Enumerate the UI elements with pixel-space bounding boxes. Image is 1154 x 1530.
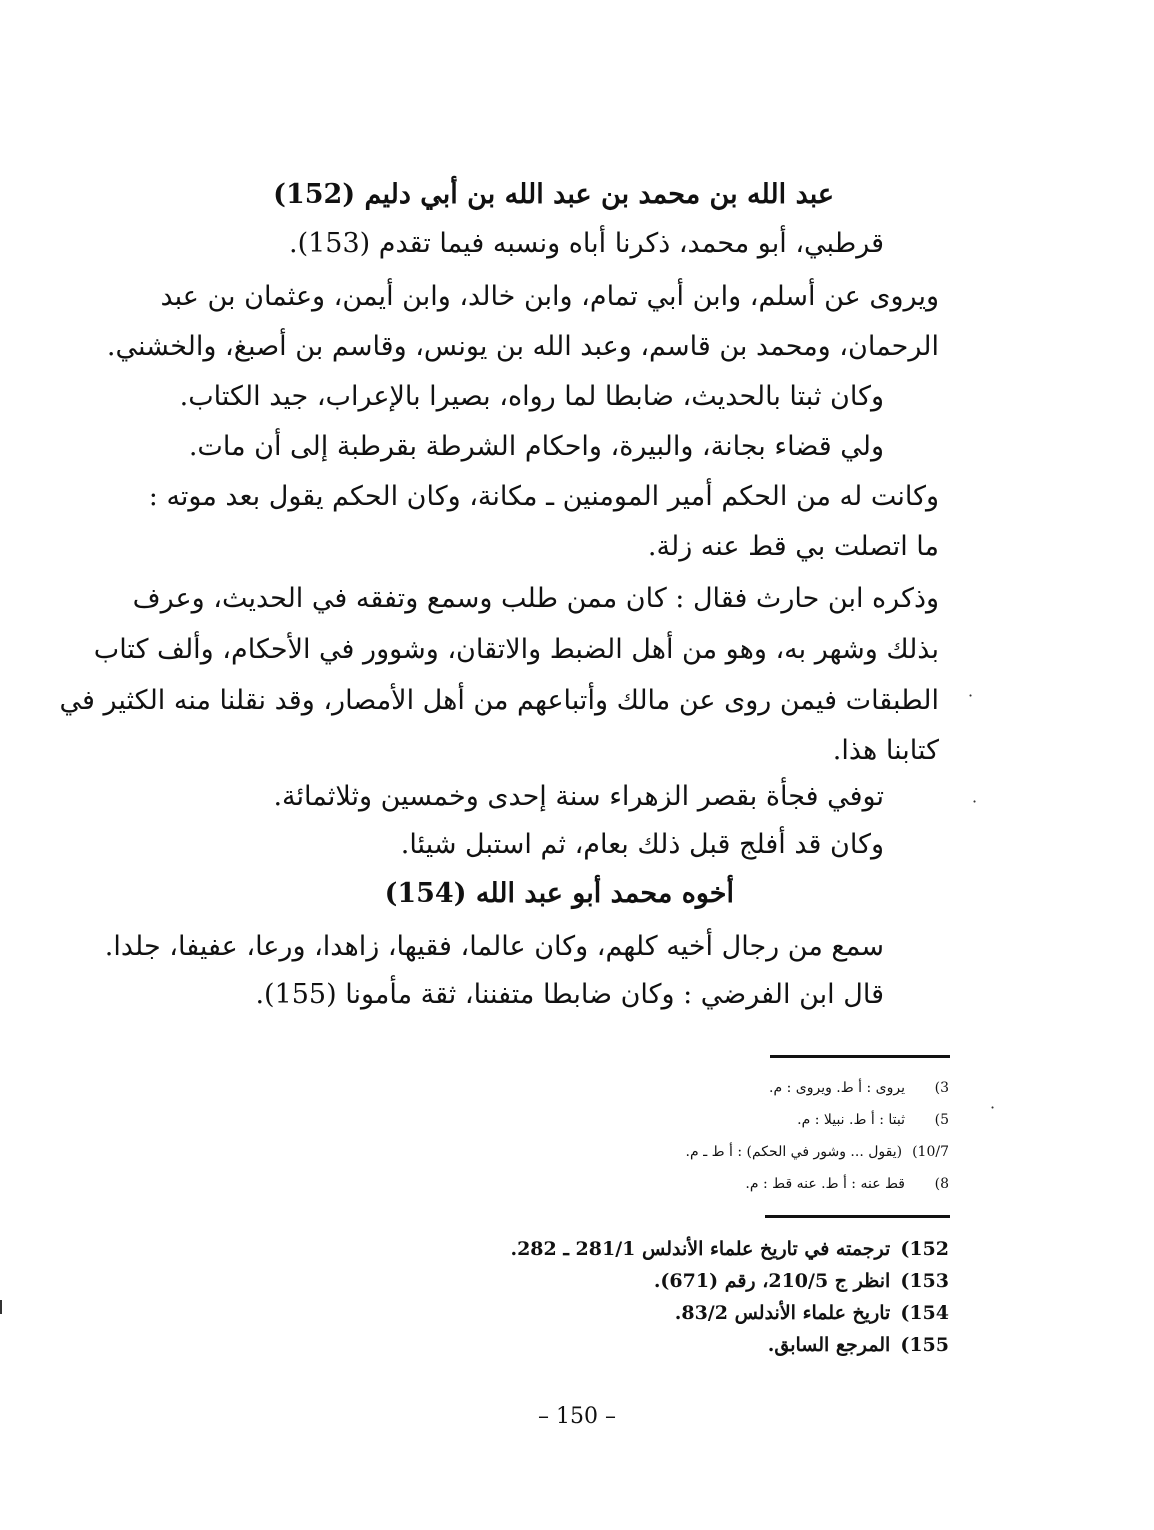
references-rule [765, 1215, 950, 1218]
body-line-6: وكانت له من الحكم أمير المومنين ـ مكانة، وكان الحكم يقول بعد موته : [148, 481, 939, 512]
body-line-4: وكان ثبتا بالحديث، ضابطا لما رواه، بصيرا بالإعراب، جيد الكتاب. [179, 381, 884, 412]
body-line-5: ولي قضاء بجانة، والبيرة، واحكام الشرطة بقرطبة إلى أن مات. [188, 431, 884, 462]
entry-heading-154: أخوه محمد أبو عبد الله (154) [384, 878, 734, 909]
reference-note: 153)انظر ج 210/5، رقم (671). [653, 1270, 949, 1292]
body-line-10: الطبقات فيمن روى عن مالك وأتباعهم من أهل الأمصار، وقد نقلنا منه الكثير في [59, 685, 939, 716]
body-line-2: ويروى عن أسلم، وابن أبي تمام، وابن خالد، وابن أيمن، وعثمان بن عبد [160, 281, 939, 312]
scan-speck-mark: · [972, 792, 978, 811]
body-line-11: كتابنا هذا. [832, 735, 939, 766]
variant-note: 3)يروى : أ ط. ويروى : م. [769, 1080, 949, 1096]
reference-note: 154)تاريخ علماء الأندلس 83/2. [674, 1302, 949, 1324]
scan-edge-mark [0, 1300, 2, 1314]
body-line-3: الرحمان، ومحمد بن قاسم، وعبد الله بن يونس، وقاسم بن أصبغ، والخشني. [106, 331, 939, 362]
body-line-13: وكان قد أفلج قبل ذلك بعام، ثم استبل شيئا. [400, 829, 884, 860]
reference-note: 155)المرجع السابق. [767, 1334, 949, 1356]
body-line-12: توفي فجأة بقصر الزهراء سنة إحدى وخمسين وثلاثمائة. [273, 781, 884, 812]
body-line-9: بذلك وشهر به، وهو من أهل الضبط والاتقان، وشوور في الأحكام، وألف كتاب [93, 634, 939, 665]
variant-note: 5)ثبتا : أ ط. نبيلا : م. [797, 1112, 949, 1128]
entry-heading-152: عبد الله بن محمد بن عبد الله بن أبي دليم (152) [273, 179, 834, 210]
variant-note: 10/7)(يقول ... وشور في الحكم) : أ ط ـ م. [685, 1144, 949, 1160]
body-line-15: قال ابن الفرضي : وكان ضابطا متفننا، ثقة مأمونا (155). [255, 979, 884, 1010]
reference-note: 152)ترجمته في تاريخ علماء الأندلس 281/1 ـ 282. [510, 1238, 949, 1260]
scan-speck-mark: · [968, 686, 974, 705]
body-line-7: ما اتصلت بي قط عنه زلة. [647, 531, 939, 562]
body-line-14: سمع من رجال أخيه كلهم، وكان عالما، فقيها، زاهدا، ورعا، عفيفا، جلدا. [104, 931, 884, 962]
variant-notes-rule [770, 1055, 950, 1058]
body-line-1: قرطبي، أبو محمد، ذكرنا أباه ونسبه فيما تقدم (153). [289, 228, 884, 259]
scan-speck-mark: · [990, 1098, 996, 1117]
variant-note: 8)قط عنه : أ ط. عنه قط : م. [745, 1176, 949, 1192]
body-line-8: وذكره ابن حارث فقال : كان ممن طلب وسمع وتفقه في الحديث، وعرف [132, 583, 939, 614]
page-number: – 150 – [538, 1404, 616, 1429]
